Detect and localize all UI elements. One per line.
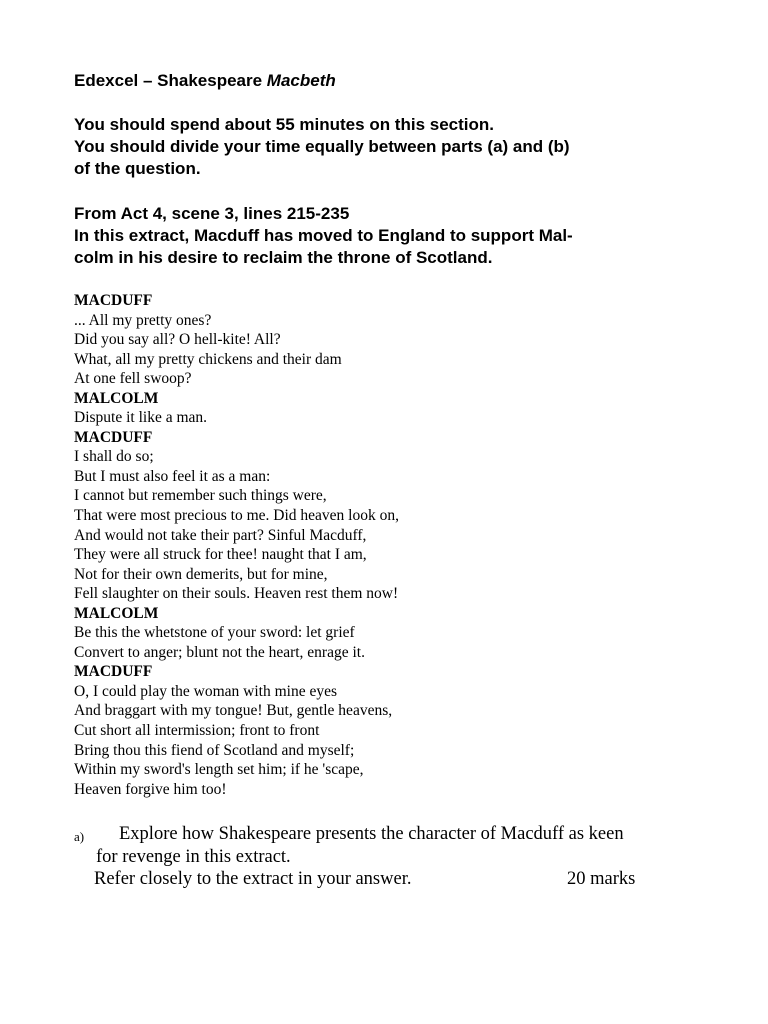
instructions (74, 114, 570, 180)
speaker-name: MALCOLM (74, 604, 159, 622)
extract-context (74, 203, 573, 269)
heading-play-title: Macbeth (266, 71, 336, 90)
speaker-name: MACDUFF (74, 292, 153, 309)
verse-line: Dispute it like a man. (74, 409, 208, 427)
verse-line: And would not take their part? Sinful Macduff, (74, 526, 367, 544)
extract-source: From Act 4, scene 3, lines 215-235 (74, 204, 350, 223)
verse-line: I shall do so; (74, 448, 154, 466)
verse-line: What, all my pretty chickens and their dam (74, 350, 342, 368)
instruction-line: of the question. (74, 159, 201, 178)
play-extract (74, 291, 399, 799)
verse-line: Not for their own demerits, but for mine, (74, 565, 328, 583)
speaker-name: MACDUFF (74, 428, 153, 446)
verse-line: Convert to anger; blunt not the heart, enrage it. (74, 643, 365, 661)
verse-line: I cannot but remember such things were, (74, 487, 327, 505)
instruction-line: You should spend about 55 minutes on this section. (74, 115, 494, 134)
verse-line: Be this the whetstone of your sword: let grief (74, 624, 355, 642)
context-line: In this extract, Macduff has moved to England to support Mal- (74, 226, 573, 245)
verse-line: At one fell swoop? (74, 370, 192, 388)
question-text: for revenge in this extract. (96, 846, 291, 867)
verse-line: They were all struck for thee! naught that I am, (74, 546, 367, 564)
instruction-line: You should divide your time equally between parts (a) and (b) (74, 137, 570, 156)
verse-line: But I must also feel it as a man: (74, 467, 271, 485)
question-label: a) (74, 829, 85, 844)
verse-line: Heaven forgive him too! (74, 780, 227, 798)
verse-line: Bring thou this fiend of Scotland and myself; (74, 741, 355, 759)
context-line: colm in his desire to reclaim the throne of Scotland. (74, 248, 493, 267)
verse-line: O, I could play the woman with mine eyes (74, 682, 338, 700)
verse-line: That were most precious to me. Did heaven look on, (74, 507, 399, 525)
verse-line: Fell slaughter on their souls. Heaven rest them now! (74, 585, 399, 603)
verse-line: ... All my pretty ones? (74, 311, 212, 329)
verse-line: Within my sword's length set him; if he 'scape, (74, 761, 364, 779)
heading-prefix: Edexcel – Shakespeare (74, 71, 267, 90)
question-guidance: Refer closely to the extract in your answer. (94, 869, 412, 889)
verse-line: Cut short all intermission; front to front (74, 722, 320, 740)
verse-line: And braggart with my tongue! But, gentle heavens, (74, 702, 393, 720)
speaker-name: MALCOLM (74, 389, 159, 407)
question-text: Explore how Shakespeare presents the character of Macduff as keen (119, 824, 624, 844)
page-heading (74, 70, 336, 92)
verse-line: Did you say all? O hell-kite! All? (74, 331, 281, 349)
question-marks: 20 marks (567, 869, 636, 889)
speaker-name: MACDUFF (74, 663, 153, 681)
